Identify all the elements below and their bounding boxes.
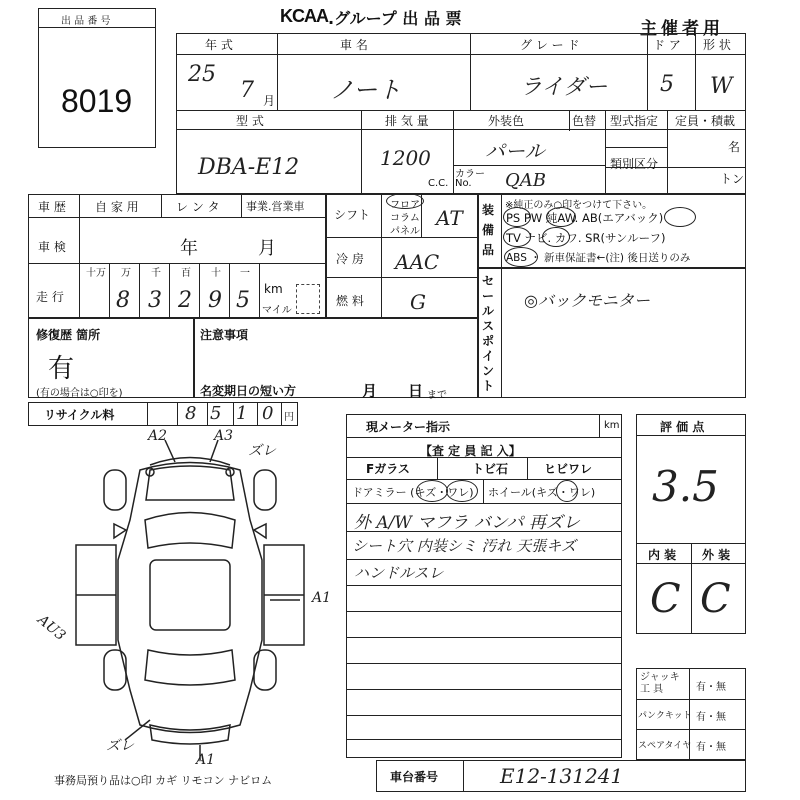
accessory-punct-value: 有・無 [696, 712, 726, 723]
mileage-digit: 8 [116, 288, 130, 313]
interior-grade: C [650, 576, 681, 622]
expiry-day: 日 [408, 382, 424, 400]
exterior-label: 外 装 [702, 548, 731, 562]
color-change-label: 色替 [572, 114, 597, 128]
meter-label: 現メーター指示 [366, 420, 451, 434]
recycle-label: リサイクル料 [44, 408, 115, 422]
mileage-unit-100k: 十万 [86, 268, 106, 279]
equipment-line-3: ABS ・ 新車保証書←(注) 後日送りのみ [506, 252, 691, 264]
displacement-value: 1200 [380, 146, 431, 170]
capacity-label: 定員・積載 [675, 114, 736, 128]
sales-point-label: セールスポイント [482, 274, 495, 393]
chassis-label: 車台番号 [390, 770, 439, 784]
history-private: 自 家 用 [95, 200, 139, 214]
accessory-spare-label: スペアタイヤ [638, 741, 692, 751]
sales-point-value: ◎バックモニター [524, 291, 650, 310]
shift-floor: フロア [390, 200, 420, 211]
inspector-line-1: 外 A/W マフラ バンパ 再ズレ [354, 513, 580, 533]
expiry-month: 月 [362, 382, 378, 400]
door-label: ド ア [653, 38, 681, 52]
equipment-note: ※純正のみ○印をつけて下さい。 [505, 200, 653, 211]
accessory-spare-value: 有・無 [696, 742, 726, 753]
year-value: 25 [188, 62, 216, 87]
meter-unit: km [604, 420, 620, 431]
mileage-digit: 3 [148, 288, 162, 313]
shift-label: シフト [334, 208, 371, 222]
exterior-grade: C [700, 576, 731, 622]
equipment-line-2: TV ナビ. カワ. SR(サンルーフ) [506, 231, 666, 245]
accessory-jack-value: 有・無 [696, 682, 726, 693]
lot-number-value: 8019 [61, 83, 133, 119]
car-name-label: 車 名 [340, 38, 368, 52]
color-label: 外装色 [488, 114, 525, 128]
form-title: .グループ 出 品 票 [328, 9, 462, 28]
inspector-line-2: シート穴 内装シミ 汚れ 天張キズ [352, 537, 577, 555]
grade-label: グ レ ー ド [520, 38, 580, 52]
cc-unit: C.C. [428, 178, 449, 189]
mark-a1-side: A1 [312, 590, 332, 606]
repair-label: 修復歴 箇所 [36, 328, 101, 342]
grade-score: 3.5 [652, 462, 719, 511]
expiry-label: 名変期日の短い方 [200, 384, 297, 398]
history-commercial: 事業.営業車 [246, 200, 305, 213]
repair-value: 有 [48, 354, 75, 384]
recycle-digit: 0 [262, 403, 274, 424]
history-rental: レ ン タ [176, 200, 220, 214]
inspection-year-unit: 年 [180, 238, 198, 259]
door-value: 5 [660, 72, 674, 97]
repair-note: (有の場合は○印を) [36, 388, 123, 399]
fuel-label: 燃 料 [336, 294, 364, 308]
car-name-value: ノート [330, 76, 402, 104]
mileage-mile-unit: マイル [262, 305, 292, 316]
brand-logo: KCAA [280, 6, 328, 26]
wheel-label: ホイール(キズ・ワレ) [488, 486, 596, 499]
recycle-digit: 5 [210, 403, 222, 424]
equipment-label: 装 備 品 [482, 203, 495, 257]
lot-number-label: 出 品 番 号 [61, 16, 111, 27]
mark-zure-front: ズレ [248, 443, 276, 459]
grade-box-label: 評 価 点 [660, 420, 705, 434]
person-unit: 名 [728, 140, 741, 154]
recycle-digit: 1 [236, 403, 248, 424]
inspector-line-3: ハンドルスレ [354, 564, 444, 582]
class-label: 類別区分 [610, 157, 659, 171]
month-value: 7 [240, 78, 254, 103]
grade-value: ライダー [520, 75, 608, 100]
inspection-label: 車 検 [38, 240, 66, 254]
mileage-unit-10k: 万 [121, 268, 131, 279]
mileage-km-unit: km [264, 282, 283, 296]
inspection-month-unit: 月 [258, 238, 276, 259]
mark-zure-rear: ズレ [106, 738, 134, 754]
model-label: 型 式 [236, 114, 264, 128]
glass-label: Fガラス [366, 462, 410, 476]
aircon-label: 冷 房 [336, 252, 364, 266]
equipment-line-1: PS PW 純AW. AB(エアバック) [506, 211, 664, 225]
color-no-label: カラー No. [455, 169, 485, 189]
mileage-unit-10: 十 [211, 268, 221, 279]
expiry-made: まで [427, 390, 447, 401]
color-value: パール [485, 139, 545, 163]
type-spec-label: 型式指定 [610, 114, 659, 128]
displacement-label: 排 気 量 [385, 114, 429, 128]
accessory-punct-label: パンクキット [638, 711, 692, 721]
glass-crack: ヒビワレ [544, 462, 593, 476]
mark-a1-rear: A1 [196, 752, 216, 768]
history-label: 車 歴 [38, 200, 66, 214]
month-unit: 月 [263, 94, 276, 108]
recycle-digit: 8 [185, 403, 197, 424]
model-value: DBA-E12 [198, 155, 300, 180]
shift-column: コラム [390, 213, 420, 224]
accessory-jack-label: ジャッキ 工 具 [640, 672, 680, 695]
mileage-digit: 9 [208, 288, 222, 313]
interior-label: 内 装 [648, 548, 677, 562]
shape-label: 形 状 [703, 38, 731, 52]
color-no-value: QAB [505, 170, 546, 191]
chassis-value: E12-131241 [500, 764, 624, 788]
mark-a2: A2 [148, 428, 168, 444]
mileage-label: 走 行 [36, 290, 64, 304]
mileage-digit: 2 [178, 288, 192, 313]
aircon-value: AAC [395, 250, 440, 274]
shape-value: W [710, 74, 733, 99]
mileage-digit: 5 [236, 288, 250, 313]
glass-chip: トビ石 [472, 462, 509, 476]
mark-au3: AU3 [34, 611, 69, 645]
mirror-label: ドアミラー (キズ・ワレ) [352, 486, 474, 499]
year-label: 年 式 [205, 38, 233, 52]
ton-unit: トン [720, 172, 745, 186]
shift-value: AT [436, 206, 463, 230]
shift-panel: パネル [390, 226, 420, 237]
mileage-unit-100: 百 [181, 268, 191, 279]
role-label: 主催者用 [640, 19, 724, 39]
office-items: 事務局預り品は○印 カギ リモコン ナビロム [54, 774, 273, 787]
mark-a3-front: A3 [214, 428, 234, 444]
mileage-unit-1k: 千 [151, 268, 161, 279]
notes-label: 注意事項 [200, 328, 249, 342]
mileage-unit-1: 一 [240, 268, 250, 279]
recycle-unit: 円 [284, 412, 294, 423]
inspector-title: 【査 定 員 記 入】 [420, 444, 521, 458]
fuel-value: G [410, 290, 426, 314]
